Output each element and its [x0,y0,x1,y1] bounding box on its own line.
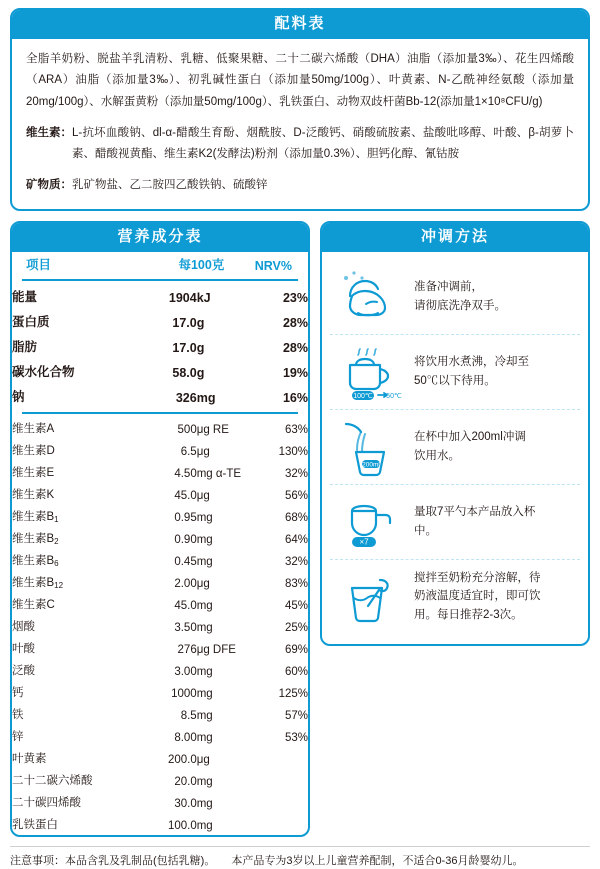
table-row [12,659,308,681]
cell-nrv: 23% [282,291,308,306]
ingredients-main-text: 全脂羊奶粉、脱盐羊乳清粉、乳糖、低聚果糖、二十二碳六烯酸（DHA）油脂（添加量3‰）、花生四烯酸（ARA）油脂（添加量3‰）、初乳碱性蛋白（添加量50mg/100g）、叶黄素、N-乙酰神经氨酸（添加量20mg/100g）、水解蛋黄粉（添加量50mg/100g）、乳铁蛋白、动物双歧杆菌Bb-12(添加量1×10⁸CFU/g) [26,53,574,108]
cell-nrv: 32% [284,555,308,568]
table-row [12,725,308,747]
cell-value: 6.5 [180,445,197,458]
lower-columns [10,221,590,837]
washing-hands-icon [332,266,406,328]
cell-value: 8.5 [180,709,197,722]
cell-value: 30.0 [174,797,197,810]
table-row [12,417,308,439]
cell-item: 维生素D [12,444,55,457]
cell-nrv: 69% [284,643,308,656]
table-separator [12,409,308,417]
mineral-label: 矿物质： [26,179,72,192]
cell-item: 维生素K [12,488,55,501]
col-amount: 每100克 [178,257,225,272]
cell-unit: mg [196,709,213,722]
table-row [12,681,308,703]
cell-value: 200.0 [167,753,197,766]
cell-value: 4.50 [174,467,197,480]
cell-value: 45.0 [174,489,197,502]
footer-note-text2: 本产品专为3岁以上儿童营养配制，不适合0-36月龄婴幼儿。 [231,854,524,867]
table-row [12,309,308,334]
vitamin-label: 维生素： [26,126,72,139]
cell-nrv [255,813,308,835]
cell-item: 叶黄素 [12,752,47,765]
boil-water-kettle-icon [332,341,406,403]
svg-text:100℃: 100℃ [353,392,373,400]
cell-unit: g [196,316,205,331]
cell-unit: μg [196,577,210,590]
cell-item: 蛋白质 [12,315,50,330]
cell-value: 58.0 [172,366,197,381]
col-nrv: NRV% [254,258,292,273]
nutrition-panel [10,221,310,837]
vitamin-block [26,123,574,166]
cell-unit: g [196,341,205,356]
cell-value: 1904 [168,291,197,306]
cell-unit: mg α-TE [196,467,242,480]
table-row [12,703,308,725]
cell-value: 0.45 [174,555,197,568]
footer-note-text1: 本品含乳及乳制品(包括乳糖)。 [65,854,216,867]
table-row [12,359,308,384]
howto-step [330,334,580,409]
cell-nrv: 125% [278,687,308,700]
cell-unit: mg [196,731,213,744]
col-item: 项目 [26,257,52,272]
svg-text:200ml: 200ml [362,461,380,469]
howto-step [330,559,580,634]
cell-unit: μg RE [196,423,229,436]
cell-item: 维生素E [12,466,55,479]
table-row [12,505,308,527]
table-row [12,461,308,483]
howto-step-text: 量取7平勺本产品放入杯 中。 [414,506,536,537]
cell-item: 能量 [12,290,38,305]
scoop-powder-icon [332,491,406,553]
table-row [12,769,308,791]
cell-unit: mg [196,511,213,524]
nutrition-header-row [12,252,308,276]
stir-spoon-icon [332,566,406,628]
cell-unit: mg [196,555,213,568]
nutrition-table [12,252,308,835]
cell-unit: μg [196,489,210,502]
howto-step-text: 搅拌至奶粉充分溶解，待 奶液温度适宜时，即可饮 用。每日推荐2-3次。 [414,572,541,621]
cell-nrv [255,747,308,769]
cell-value: 3.00 [174,665,197,678]
cell-item: 钙 [12,686,24,699]
cell-item: 二十碳四烯酸 [12,796,81,809]
cell-value: 1000 [171,687,197,700]
howto-step-text: 将饮用水煮沸，冷却至 50℃以下待用。 [414,356,529,387]
cell-value: 17.0 [172,316,197,331]
cell-item: 叶酸 [12,642,35,655]
ingredients-title: 配料表 [12,10,588,39]
cell-value: 3.50 [174,621,197,634]
table-row [12,747,308,769]
table-row [12,483,308,505]
cell-unit: mg [196,665,213,678]
howto-title: 冲调方法 [322,223,588,252]
howto-step [330,409,580,484]
cell-nrv: 83% [284,577,308,590]
cell-unit: kJ [196,291,211,306]
table-row [12,791,308,813]
table-row [12,384,308,409]
vitamin-text: L-抗坏血酸钠、dl-α-醋酸生育酚、烟酰胺、D-泛酸钙、硝酸硫胺素、盐酸吡哆醇、叶酸、β-胡萝卜素、醋酸视黄酯、维生素K2(发酵法)粉剂（添加量0.3%）、胆钙化醇、氰钴胺 [72,126,574,161]
cell-unit: mg [196,687,213,700]
cell-item: 二十二碳六烯酸 [12,774,93,787]
nutrition-body [12,284,308,835]
cell-item: 脂肪 [12,340,38,355]
table-row [12,813,308,835]
cell-nrv: 28% [282,316,308,331]
cell-value: 0.95 [174,511,197,524]
cell-item: 钠 [12,390,25,405]
cell-item: 维生素$B_2$ [12,532,59,546]
cell-unit: mg [196,775,213,788]
mineral-text: 乳矿物盐、乙二胺四乙酸铁钠、硫酸锌 [72,179,268,192]
table-row [12,527,308,549]
ingredients-body [12,39,588,209]
cell-unit: mg [196,533,213,546]
cell-value: 45.0 [174,599,197,612]
cell-item: 维生素$B_{12}$ [12,576,64,590]
table-row [12,284,308,309]
cell-nrv: 60% [284,665,308,678]
table-row [12,549,308,571]
table-row [12,593,308,615]
cell-item: 维生素$B_6$ [12,554,59,568]
cell-item: 乳铁蛋白 [12,818,58,831]
cell-nrv: 130% [278,445,308,458]
cell-unit: g [196,366,205,381]
cell-nrv: 28% [282,341,308,356]
cell-value: 100.0 [167,819,197,832]
howto-step-text: 准备冲调前， 请彻底洗净双手。 [414,281,506,312]
cell-nrv: 57% [284,709,308,722]
cell-nrv [255,769,308,791]
cell-unit: mg [196,599,213,612]
cell-unit: mg [196,391,216,406]
howto-panel [320,221,590,646]
table-row [12,615,308,637]
cell-nrv: 63% [284,423,308,436]
cell-item: 铁 [12,708,24,721]
cell-unit: mg [196,819,213,832]
cell-value: 500 [177,423,197,436]
cell-value: 20.0 [174,775,197,788]
cell-item: 烟酸 [12,620,35,633]
cell-value: 0.90 [174,533,197,546]
ingredients-panel [10,8,590,211]
cell-nrv: 53% [284,731,308,744]
cell-nrv: 45% [284,599,308,612]
howto-step [330,260,580,334]
cell-nrv: 68% [284,511,308,524]
cell-item: 维生素C [12,598,55,611]
cell-unit: mg [196,621,213,634]
cell-item: 维生素A [12,422,55,435]
cell-unit: μg [196,445,210,458]
table-row [12,637,308,659]
howto-steps [322,252,588,644]
cell-unit: μg [196,753,210,766]
cell-nrv: 64% [284,533,308,546]
table-row [12,334,308,359]
footer-note [10,846,590,869]
cell-nrv: 56% [284,489,308,502]
cell-value: 276 [177,643,197,656]
cell-value: 326 [175,391,197,406]
footer-note-warning [10,853,215,869]
cell-nrv: 16% [282,391,308,406]
pour-water-cup-icon [332,416,406,478]
cell-nrv: 19% [282,366,308,381]
cell-unit: μg DFE [196,643,236,656]
mineral-block [26,175,574,196]
svg-text:50℃: 50℃ [386,392,402,400]
footer-note-label: 注意事项： [10,854,65,867]
cell-nrv [255,791,308,813]
cell-value: 2.00 [174,577,197,590]
cell-nrv: 25% [284,621,308,634]
cell-nrv: 32% [284,467,308,480]
nutrition-title: 营养成分表 [12,223,308,252]
table-row [12,571,308,593]
svg-text:×7: ×7 [359,537,369,547]
cell-item: 碳水化合物 [12,365,75,380]
cell-value: 17.0 [172,341,197,356]
cell-value: 8.00 [174,731,197,744]
cell-unit: mg [196,797,213,810]
cell-item: 维生素$B_1$ [12,510,59,524]
table-row [12,439,308,461]
howto-step-text: 在杯中加入200ml冲调 饮用水。 [414,431,526,462]
cell-item: 泛酸 [12,664,35,677]
howto-step [330,484,580,559]
cell-item: 锌 [12,730,24,743]
